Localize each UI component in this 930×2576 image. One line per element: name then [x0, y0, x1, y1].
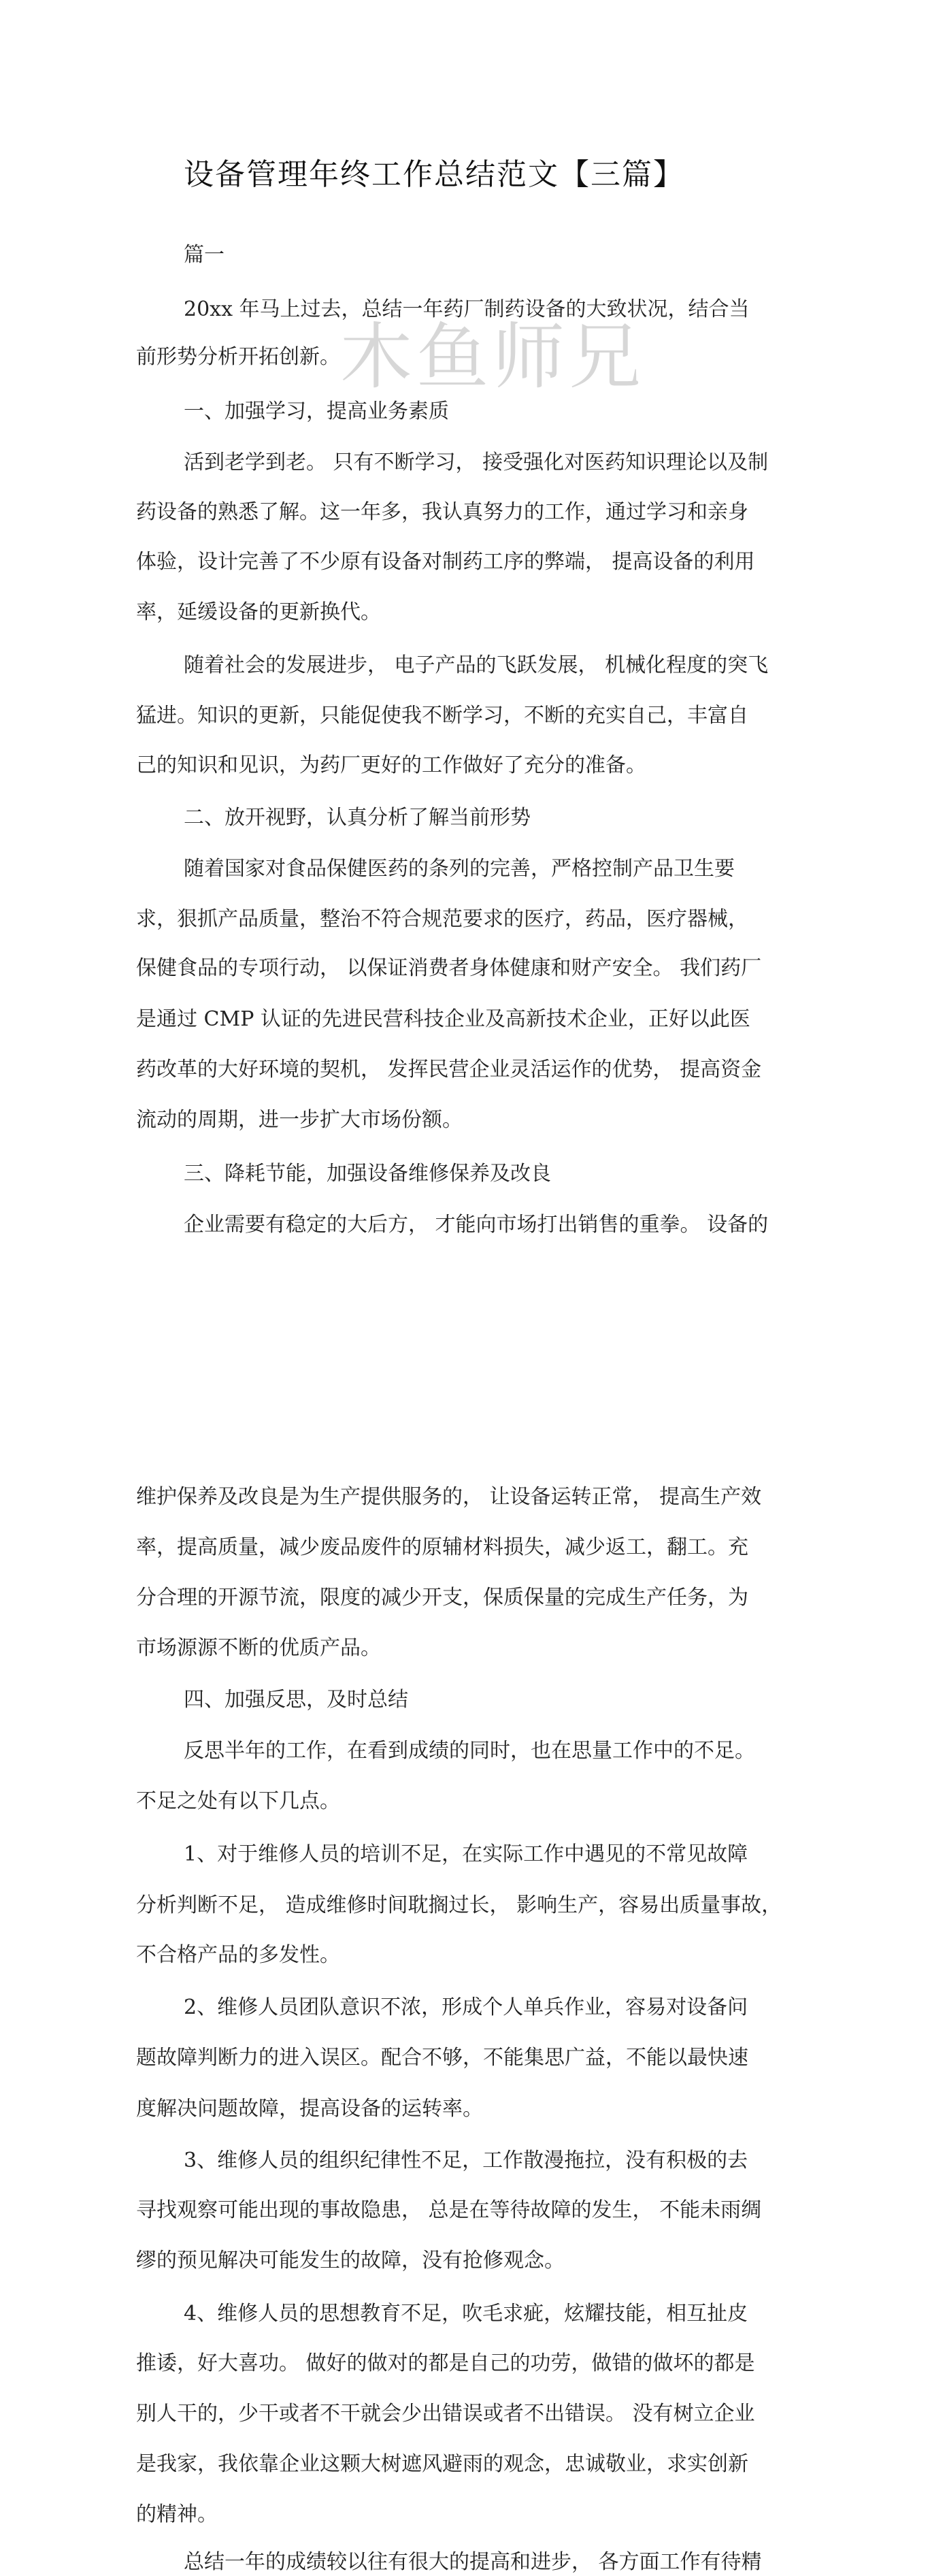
text-line: 己的知识和见识，为药厂更好的工作做好了充分的准备。: [136, 753, 646, 777]
text-line: 反思半年的工作，在看到成绩的同时，也在思量工作中的不足。: [184, 1739, 755, 1763]
text-line: 不合格产品的多发性。: [136, 1943, 340, 1967]
text-line: 三、降耗节能，加强设备维修保养及改良: [184, 1162, 551, 1186]
text-line: 率，提高质量，减少废品废件的原辅材料损失，减少返工，翻工。充: [136, 1535, 748, 1559]
text-line: 推诿，好大喜功。 做好的做对的都是自己的功劳，做错的做坏的都是: [136, 2351, 755, 2375]
text-line: 猛进。知识的更新，只能促使我不断学习，不断的充实自己，丰富自: [136, 704, 748, 728]
text-line: 企业需要有稳定的大后方， 才能向市场打出销售的重拳。 设备的: [184, 1213, 769, 1237]
text-line: 别人干的，少干或者不干就会少出错误或者不出错误。 没有树立企业: [136, 2402, 755, 2426]
text-line: 保健食品的专项行动， 以保证消费者身体健康和财产安全。 我们药厂: [136, 956, 762, 980]
text-line: 3、维修人员的组织纪律性不足，工作散漫拖拉，没有积极的去: [184, 2149, 748, 2172]
text-line: 分合理的开源节流，限度的减少开支，保质保量的完成生产任务，为: [136, 1586, 748, 1610]
text-line: 求，狠抓产品质量，整治不符合规范要求的医疗，药品，医疗器械，: [136, 907, 748, 931]
text-line: 题故障判断力的进入误区。配合不够，不能集思广益，不能以最快速: [136, 2046, 748, 2070]
text-line: 药设备的熟悉了解。这一年多，我认真努力的工作，通过学习和亲身: [136, 500, 748, 524]
text-line: 缪的预见解决可能发生的故障，没有抢修观念。: [136, 2249, 565, 2272]
watermark: 木鱼师兄: [340, 315, 645, 399]
text-line: 一、加强学习，提高业务素质: [184, 400, 449, 423]
text-line: 市场源源不断的优质产品。: [136, 1636, 381, 1660]
text-line: 2、维修人员团队意识不浓，形成个人单兵作业，容易对设备问: [184, 1995, 748, 2019]
text-line: 总结一年的成绩较以往有很大的提高和进步， 各方面工作有待精: [184, 2550, 762, 2574]
text-line: 药改革的大好环境的契机， 发挥民营企业灵活运作的优势， 提高资金: [136, 1058, 762, 1081]
text-line: 是我家，我依靠企业这颗大树遮风避雨的观念，忠诚敬业，求实创新: [136, 2452, 748, 2476]
text-line: 维护保养及改良是为生产提供服务的， 让设备运转正常， 提高生产效: [136, 1485, 762, 1509]
text-line: 20xx 年马上过去，总结一年药厂制药设备的大致状况，结合当: [184, 297, 750, 321]
text-line: 流动的周期，进一步扩大市场份额。: [136, 1108, 463, 1132]
text-line: 四、加强反思，及时总结: [184, 1688, 408, 1712]
text-line: 不足之处有以下几点。: [136, 1789, 340, 1813]
text-line: 体验，设计完善了不少原有设备对制药工序的弊端， 提高设备的利用: [136, 550, 755, 574]
text-line: 分析判断不足， 造成维修时间耽搁过长， 影响生产，容易出质量事故，: [136, 1893, 782, 1917]
text-line: 二、放开视野，认真分析了解当前形势: [184, 806, 531, 830]
text-line: 是通过 CMP 认证的先进民营科技企业及高新技术企业，正好以此医: [136, 1007, 750, 1031]
text-line: 度解决问题故障，提高设备的运转率。: [136, 2097, 483, 2121]
text-line: 1、对于维修人员的培训不足，在实际工作中遇见的不常见故障: [184, 1842, 748, 1866]
text-line: 寻找观察可能出现的事故隐患， 总是在等待故障的发生， 不能未雨绸: [136, 2198, 762, 2222]
text-line: 率，延缓设备的更新换代。: [136, 600, 381, 624]
document-title: 设备管理年终工作总结范文【三篇】: [184, 157, 684, 192]
text-line: 随着国家对食品保健医药的条列的完善，严格控制产品卫生要: [184, 857, 735, 881]
text-line: 的精神。: [136, 2502, 218, 2526]
text-line: 前形势分析开拓创新。: [136, 345, 340, 369]
text-line: 随着社会的发展进步， 电子产品的飞跃发展， 机械化程度的突飞: [184, 653, 769, 677]
text-line: 4、维修人员的思想教育不足，吹毛求疵，炫耀技能，相互扯皮: [184, 2302, 748, 2326]
text-line: 篇一: [184, 243, 225, 267]
text-line: 活到老学到老。 只有不断学习， 接受强化对医药知识理论以及制: [184, 451, 769, 474]
